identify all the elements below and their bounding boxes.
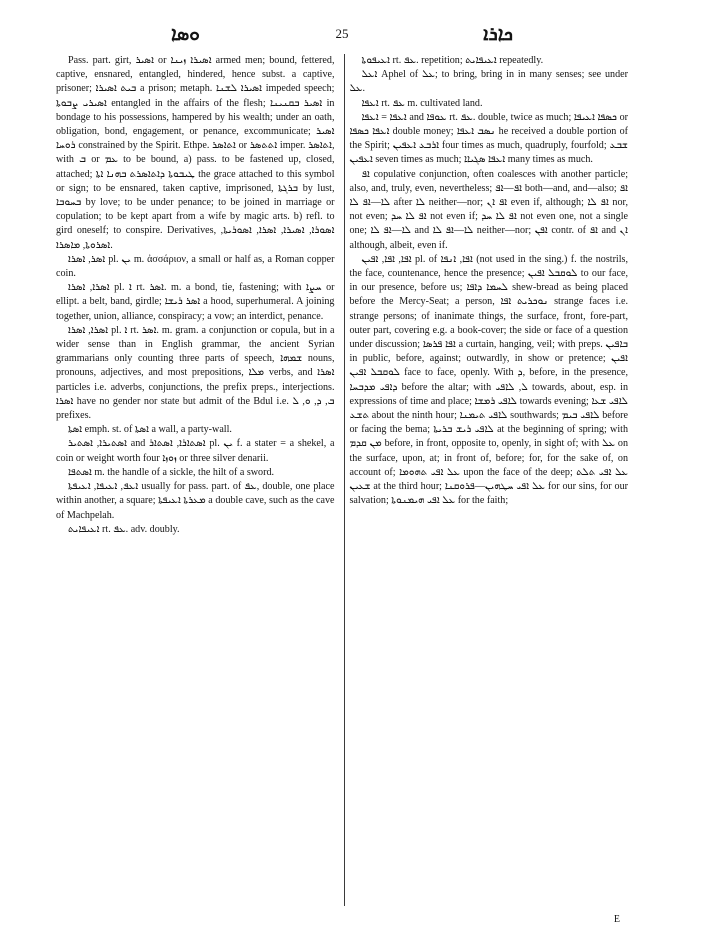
entry-paragraph: ܐܥܦ, ܐܥܝܦܐ, ܐܥܝܦܬܐ usually for pass. part. of ܥܦ, double, one place within another, a square; ܡܥܪܬܐ ܐܥܝܦܬܐ a double cave, such as the cave of Machpelah.: [56, 481, 335, 521]
entry-paragraph: Pass. part. girt, ܐܣܝܪ or ܐܣܝܪܐ ܙܝܢܐ armed men; bound, fettered, captive, ensnared, entangled, hindered, hence subst. a captive, prisoner; ܒܝܬ ܐܣܝܪܐ a prison; metaph. ܐܣܝܪܐ ܠܫܢܐ impeded speech; ܐܣܝܪܝ ܨܒܘܬܐ entangled in the affairs of the flesh; ܐܣܝܪ ܒܩܢܝܢܐ in bondage to his possessions, hampered by his wealth; under an oath, obligation, bond, engagement, or penance, excommunicate; ܐܣܝܪ ܪܘܚܐ constrained by the Spirit. Ethpe. ܐܬܐܣܪ or ܐܬܬܣܪ imper. ܐܬܐܣܪ, with ܒ or ܥܡ to be bound, a) pass. to be fastened up, closed, attached; ܛܝܒܘܬܐ ܕܐܬܐܣܪܬ ܒܗܢܐ ܐܬܐ the grace attached to this symbol or sign; to be ensnared, taken captive, imprisoned, ܒܪܓܬܐ by lust, ܒܚܘܒܐ by love; to be under penance; to be joined in marriage or copulation; to be kept apart from a wife by magic arts. b) refl. to gird oneself; to conspire. Derivatives, ܐܣܘܪܐ, ܐܣܝܪܐ, ܐܣܪܐ, ܐܣܘܪܝܬܐ, ܐܣܪܘܬܐ, ܡܐܣܪܐ.: [56, 55, 335, 251]
entry-paragraph: ܐܦܐ, ܐܦܐ, ܐܦܝܢ pl. of ܐܦܐ, ܐܢܦܐ (not used in the sing.) f. the nostrils, the face, countenance, hence the presence; ܠܘܩܒܠ ܐܦܝܢ to our face, in our presence, before us; ܠܚܡܐ ܕܐܦܐ shew-bread as being placed before the Mercy-Seat; a person, ܢܘܟܪܝܬ ܐܦܐ strange faces i.e. strange persons; of inanimate things, the surface, front, fore-part, outer part, covering e.g. a book-cover; the side or face of a question under discussion; ܐܦܐ ܦܪܣܐ a curtain, hanging, veil; with preps. ܒܐܦܝܢ in public, before, against; outwardly, in show or pretence; ܐܦܝܢ ܠܘܩܒܠ ܐܦܝܢ face to face, openly. With ܕ, before, in the presence, ܕܐܦܝ ܡܕܒܚܐ before the altar; with ܠ, ܠܐܦܝ towards, about, esp. in expressions of time and place; ܠܐܦܝ ܪܡܫܐ towards evening; ܠܐܦܝ ܫܥܐ ܬܫܥ about the ninth hour; ܠܐܦܝ ܬܝܡܢܐ southwards; ܠܐܦܝ ܒܝܡ before or facing the bema; ܠܐܦܝ ܪܝܫ ܒܪܝܬܐ at the beginning of spring; with ܡܢ ܩܕܡ before, in front, opposite to, openly, in sight of; with ܥܠ on the surface, upon, at; in front of, before; for, for the sake of, on account of; ܥܠ ܐܦܝ ܬܗܘܡܐ upon the face of the deep; ܥܠ ܐܦܝ ܬܠܬ ܫܥܝܢ at the third hour; ܥܠ ܐܦܝ ܚܛܗܝܢ—ܦܪܘܩܢܐ for our sins, for our salvation; ܥܠ ܐܦܝ ܗܝܡܢܘܬܐ for the faith;: [349, 253, 628, 507]
entry-paragraph: ܐܥܠ Aphel of ܥܠ; to bring, bring in in many senses; see under ܥܠ.: [349, 69, 628, 95]
right-column: [342, 54, 629, 914]
page-number: 25: [335, 26, 349, 41]
entry-paragraph: ܐܥܝܦܘܬܐ rt. ܥܦ. repetition; ܐܥܝܦܐܝܬ repeatedly.: [361, 55, 544, 66]
signature-mark: E: [613, 914, 620, 925]
left-column: [56, 54, 342, 914]
entry-paragraph: ܐܣܬܦܐ m. the handle of a sickle, the hilt of a sword.: [68, 466, 275, 478]
entry-paragraph: ܐܥܦܐ rt. ܥܦ m. cultivated land.: [361, 97, 483, 109]
entry-paragraph: ܐܥܝܦܐܝܬ rt. ܥܦ. adv. doubly.: [68, 523, 180, 535]
column-divider: [344, 54, 345, 906]
entry-paragraph: ܐܦ copulative conjunction, often coalesces with another particle; also, and, truly, even, nevertheless; ܐܦ—ܐܦ both—and, and—also; ܐܦ ܠܐ—ܐܦ ܠܐ after ܠܐ neither—nor; ܐܦ ܐܢ even if, although; ܐܦ ܠܐ nor, not even; ܐܦ ܠܐ ܚܕ not even if; ܐܦ ܠܐ ܚܕ not even one, not a single one; ܠܐ—ܐܦ ܠܐ and ܠܐ—ܐܦ ܠܐ neither—nor; ܐܦܢ contr. of ܐܦ and ܐܢ although, albeit, even if.: [349, 168, 628, 251]
entry-paragraph: ܐܣܪܐ, ܐܣܪܐ pl. ܐ rt. ܐܣܪ. m. gram. a conjunction or copula, but in a wider sense than in English grammar, the ancient Syrian grammarians only counting three parts of speech, ܫܡܗܐ nouns, pronouns, adjectives, and most prepositions, ܡܠܐ verbs, and ܐܣܪܐ particles i.e. adverbs, conjunctions, the prefix preps., interjections. ܐܣܪܐ have no gender nor state but admit of the Bdul i.e. ܒ, ܕ, ܘ, ܠ prefixes.: [56, 324, 335, 422]
running-head-left: ܘܣܐ: [171, 24, 200, 45]
entry-paragraph: ܐܥܦܐ = ܐܥܦܐ and ܥܘܦܐ rt. ܥܦ. double, twice as much; ܟܣܦܐ ܐܥܝܦܐ or ܐܥܦܐ ܟܣܦܐ double money; ܢܣܒ ܐܥܦܐ he received a double portion of the Spirit; ܐܪܒܥ ܐܥܦܝܢ four times as much, quadruply, fourfold; ܫܒܥ ܐܥܦܝܢ seven times as much; ܐܥܦܐ ܣܓܝܐܐ many times as much.: [349, 111, 628, 166]
entry-paragraph: ܐܣܪ, ܐܣܪܐ pl. ܝܢ m. ἀσσάριον, a small or half as, a Roman copper coin.: [56, 253, 335, 280]
entry-paragraph: ܐܣܬܐ emph. st. of ܐܣܬܐ a wall, a party-wall.: [68, 424, 232, 436]
running-head-right: ܟܐܪܐ: [483, 24, 513, 45]
page-header: [56, 20, 628, 54]
two-column-body: [56, 54, 628, 914]
entry-paragraph: ܐܣܪܐ, ܐܣܪܐ pl. ܐ rt. ܐܣܪ. m. a bond, tie, fastening; with ܚܨܐ or ellipt. a belt, band, girdle; ܐܣܪ ܪܝܫܐ a hood, superhumeral. A joining together, union, alliance, conspiracy; a vow; an interdict, penance.: [56, 282, 335, 322]
entry-paragraph: ܐܣܬܝܪܐ, ܐܣܬܝܪ and ܐܣܬܐܪܐ, ܐܣܬܐܪ pl. ܝܢ f. a stater = a shekel, a coin or weight worth four ܙܘܙܐ or three silver denarii.: [56, 438, 335, 464]
